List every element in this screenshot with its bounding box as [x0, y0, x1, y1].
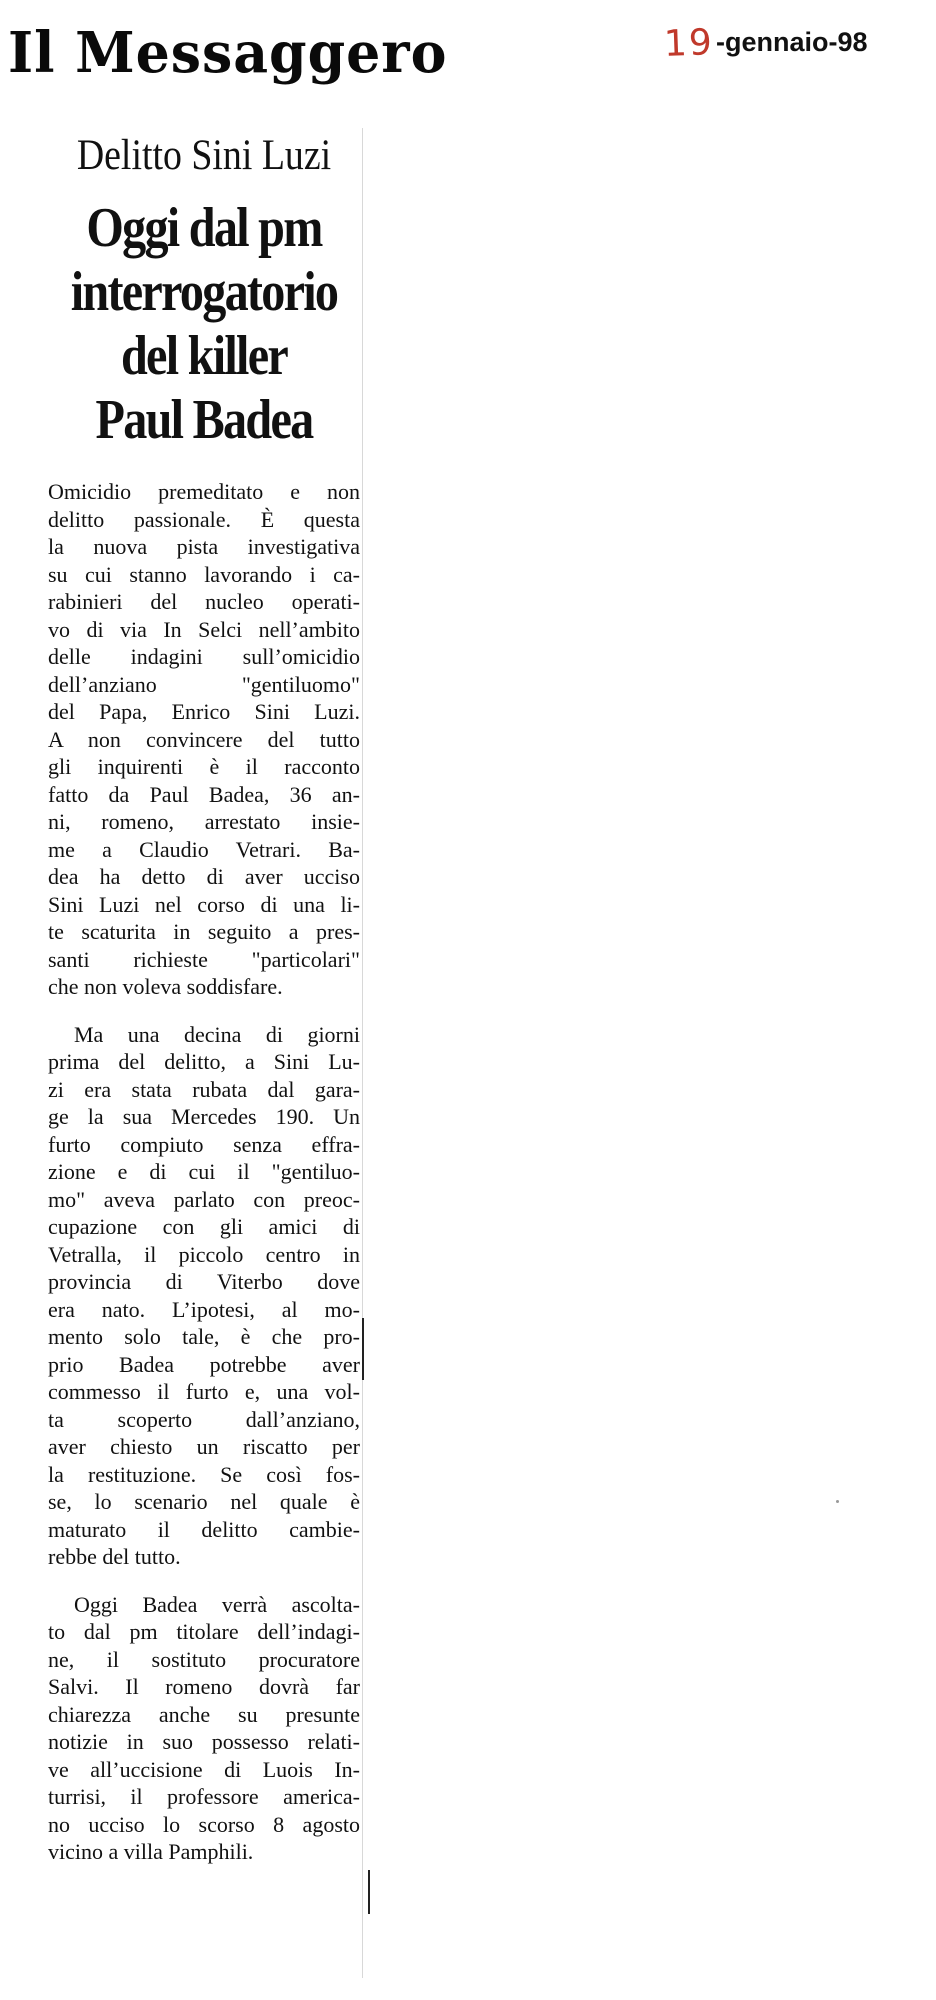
- article-headline: [48, 196, 360, 452]
- body-line: ve all’uccisione di Luois In-: [48, 1756, 360, 1782]
- body-line: delle indagini sull’omicidio: [48, 644, 360, 669]
- body-line: ni, romeno, arrestato insie-: [48, 809, 360, 834]
- body-line: no ucciso lo scorso 8 agosto: [48, 1811, 360, 1837]
- body-line: Sini Luzi nel corso di una li-: [48, 891, 360, 917]
- headline-line: interrogatorio: [70, 261, 338, 323]
- body-line: me a Claudio Vetrari. Ba-: [48, 836, 360, 862]
- body-line: turrisi, il professore america-: [48, 1784, 360, 1809]
- body-line: rabinieri del nucleo operati-: [48, 589, 360, 614]
- body-line: vicino a villa Pamphili.: [48, 1839, 254, 1864]
- body-line: delitto passionale. È questa: [48, 506, 360, 532]
- headline-line: Oggi dal pm: [86, 197, 322, 259]
- body-line: ta scoperto dall’anziano,: [48, 1406, 360, 1432]
- body-line: Vetralla, il piccolo centro in: [48, 1241, 360, 1267]
- body-line: su cui stanno lavorando i ca-: [48, 561, 360, 587]
- date-stamp: -gennaio-98: [716, 27, 868, 57]
- body-line: cupazione con gli amici di: [48, 1214, 360, 1239]
- clipping-edge: [362, 128, 363, 1978]
- body-line: mo" aveva parlato con preoc-: [48, 1186, 360, 1212]
- body-line: Salvi. Il romeno dovrà far: [48, 1674, 360, 1699]
- body-line: mento solo tale, è che pro-: [48, 1324, 360, 1349]
- article-body: [48, 478, 360, 1866]
- body-line: aver chiesto un riscatto per: [48, 1434, 360, 1459]
- body-line: Oggi Badea verrà ascolta-: [74, 1591, 360, 1617]
- body-line: la restituzione. Se così fos-: [48, 1461, 360, 1487]
- body-line: Ma una decina di giorni: [74, 1021, 360, 1047]
- body-line: zi era stata rubata dal gara-: [48, 1076, 360, 1102]
- body-line: era nato. L’ipotesi, al mo-: [48, 1296, 360, 1322]
- body-line: ne, il sostituto procuratore: [48, 1646, 360, 1672]
- body-line: del Papa, Enrico Sini Luzi.: [48, 699, 360, 724]
- body-line: la nuova pista investigativa: [48, 534, 360, 559]
- body-line: commesso il furto e, una vol-: [48, 1379, 360, 1404]
- scan-artifact-line: [368, 1870, 370, 1914]
- body-line: to dal pm titolare dell’indagi-: [48, 1619, 360, 1644]
- body-line: ge la sua Mercedes 190. Un: [48, 1104, 360, 1129]
- body-line: santi richieste "particolari": [48, 946, 360, 972]
- body-line: Omicidio premeditato e non: [48, 479, 360, 504]
- body-line: fatto da Paul Badea, 36 an-: [48, 781, 360, 807]
- article-clipping: [48, 128, 360, 1978]
- body-line: notizie in suo possesso relati-: [48, 1729, 360, 1754]
- body-line: gli inquirenti è il racconto: [48, 754, 360, 779]
- article-kicker: Delitto Sini Luzi: [76, 132, 332, 179]
- body-line: zione e di cui il "gentiluo-: [48, 1159, 360, 1184]
- body-line: che non voleva soddisfare.: [48, 974, 283, 999]
- body-line: dell’anziano "gentiluomo": [48, 671, 360, 697]
- body-line: vo di via In Selci nell’ambito: [48, 616, 360, 642]
- body-line: A non convincere del tutto: [48, 726, 360, 752]
- body-line: provincia di Viterbo dove: [48, 1269, 360, 1294]
- newspaper-masthead: Il Messaggero: [8, 20, 448, 86]
- scan-artifact-dot: [836, 1500, 839, 1503]
- body-line: te scaturita in seguito a pres-: [48, 919, 360, 944]
- body-line: maturato il delitto cambie-: [48, 1516, 360, 1542]
- body-line: prima del delitto, a Sini Lu-: [48, 1049, 360, 1074]
- handwritten-day-annotation: 19: [663, 22, 715, 65]
- body-line: rebbe del tutto.: [48, 1544, 181, 1569]
- body-line: prio Badea potrebbe aver: [48, 1351, 360, 1377]
- article-paragraph: [48, 1021, 360, 1571]
- headline-line: del killer: [120, 325, 288, 387]
- article-paragraph: [48, 478, 360, 1001]
- body-line: furto compiuto senza effra-: [48, 1131, 360, 1157]
- headline-line: Paul Badea: [95, 389, 313, 451]
- article-paragraph: [48, 1591, 360, 1866]
- body-line: se, lo scenario nel quale è: [48, 1489, 360, 1514]
- scan-artifact-line: [362, 1318, 364, 1380]
- body-line: dea ha detto di aver ucciso: [48, 864, 360, 889]
- body-line: chiarezza anche su presunte: [48, 1701, 360, 1727]
